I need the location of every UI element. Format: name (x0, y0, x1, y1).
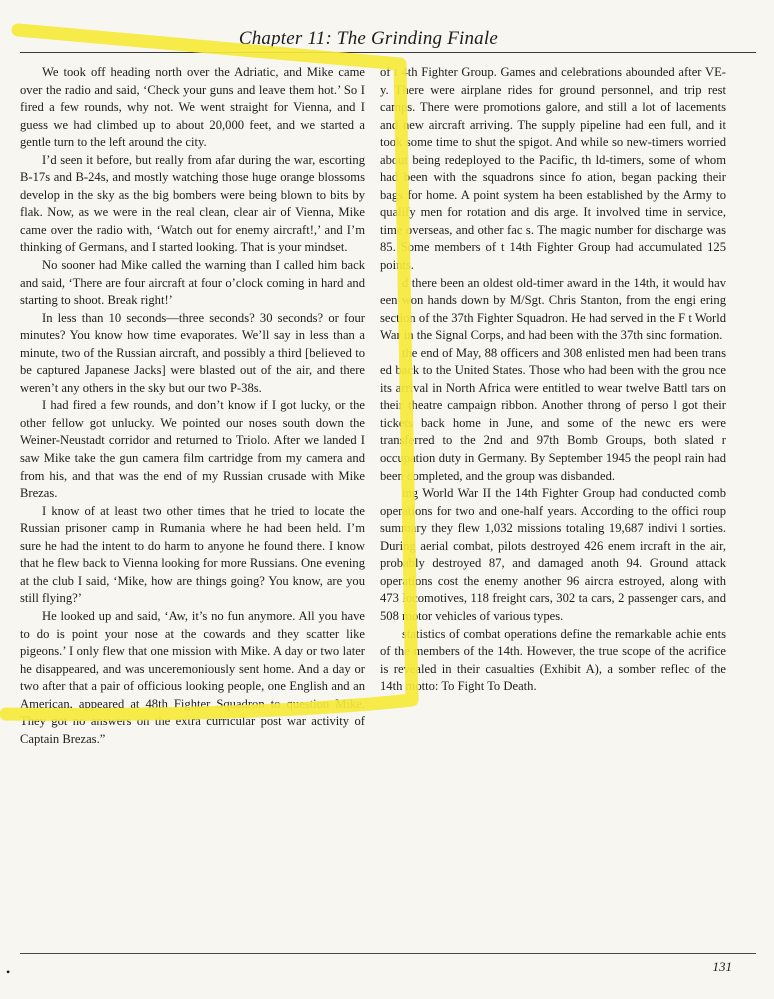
paragraph: I’d seen it before, but really from afar during the war, escorting B-17s and B-24s, and mostly watching those huge orange blossoms develop in the sky as the big bombers were being blown to bits by flak. Now, as we were in the real clean, clear air of Vienna, Mike came over the radio with, ‘Watch out for enemy aircraft!,’ and I’m thinking of Germans, and I started looking. That is your mindset. (20, 152, 365, 255)
left-column (20, 64, 365, 748)
corner-mark: • (6, 965, 11, 979)
page-number: 131 (712, 959, 732, 974)
right-column (380, 64, 726, 696)
paragraph: d there been an oldest old-timer award in the 14th, it would hav een won hands down by M/Sgt. Chris Stanton, from the engi ering section of the 37th Fighter Squadron. He had served in the F t World War in the Signal Corps, and had been with the 37th sinc formation. (380, 275, 726, 343)
paragraph: the end of May, 88 officers and 308 enlisted men had been trans ed back to the United States. Those who had been with the grou nce its arrival in North Africa were entitled to wear twelve Battl tars on their theatre campaign ribbon. Another throng of perso l got their tickets back home in June, and some of the newc ers were transferred to the 2nd and 97th Bomb Groups, both slated r occupation duty in Germany. By September 1945 the peopl rain had been completed, and the group was disbanded. (380, 345, 726, 483)
paragraph: of t 4th Fighter Group. Games and celebrations abounded after VE- y. There were airplane rides for ground personnel, and trip rest camps. There were promotions galore, and still a lot of lacements and new aircraft arriving. The supply pipeline had een full, and it took some time to shut the spigot. And while so new-timers worried about being redeployed to the Pacific, th ld-timers, some of whom had been with the squadrons since fo ation, began packing their bags for home. A point system ha been established by the Army to qualify men for rotation and dis arge. It involved time in service, time overseas, and other fac s. The magic number for discharge was 85. Some members of t 14th Fighter Group had accumulated 125 points. (380, 65, 726, 273)
header-rule (20, 52, 756, 53)
paragraph: We took off heading north over the Adriatic, and Mike came over the radio and said, ‘Check your guns and leave them hot.’ So I fired a few rounds, why not. We went straight for Vienna, and I guess we had climbed up to about 20,000 feet, and we started a gentle turn to the left around the city. (20, 65, 365, 150)
chapter-header: Chapter 11: The Grinding Finale (238, 28, 498, 49)
paragraph: He looked up and said, ‘Aw, it’s no fun anymore. All you have to do is point your nose at the cowards and they scatter like pigeons.’ I only flew that one mission with Mike. A day or two later he disappeared, and was unceremoniously sent home. And a day or two after that a pair of officious looking people, one English and an American, appeared at 48th Fighter Squadron to question Mike. They got no answers on the extra curricular post war activity of Captain Brezas.” (20, 608, 365, 746)
paragraph: In less than 10 seconds—three seconds? 30 seconds? or four minutes? You know how time evaporates. We’ll say in less than a minute, two of the Russian aircraft, and possibly a third [believed to be captured Japanese Jacks] were blasted out of the air, and there weren’t any others in the sky but our two P-38s. (20, 310, 365, 395)
paragraph: statistics of combat operations define the remarkable achie ents of the members of the 14th. However, the true scope of the acrifice is revealed in their casualties (Exhibit A), a somber reflec of the 14th motto: To Fight To Death. (380, 626, 726, 694)
paragraph: No sooner had Mike called the warning than I called him back and said, ‘There are four aircraft at four o’clock coming in hard and starting to shoot. Break right!’ (20, 258, 365, 308)
paragraph: I had fired a few rounds, and don’t know if I got lucky, or the other fellow got unlucky. We pointed our noses south down the Weiner-Neustadt corridor and returned to Triolo. After we landed I saw Mike take the gun camera film cartridge from my camera and from his, and that was the end of my Russian crusade with Mike Brezas. (20, 398, 365, 501)
paragraph: ing World War II the 14th Fighter Group had conducted comb operations for two and one-half years. According to the offici roup summary they flew 1,032 missions totaling 19,687 indivi l sorties. During aerial combat, pilots destroyed 426 enem ircraft in the air, probably destroyed 87, and damaged anoth 94. Ground attack operations cost the enemy another 96 aircra estroyed, along with 473 locomotives, 118 freight cars, 302 ta cars, 2 passenger cars, and 508 motor vehicles of various types. (380, 486, 726, 623)
footer-rule (20, 953, 756, 954)
paragraph: I know of at least two other times that he tried to locate the Russian prisoner camp in Rumania where he had been held. I’m sure he had the intent to do harm to anyone he found there. I know that he flew back to Vienna looking for more Russians. One evening at the club I said, ‘Mike, how are things going? You know, are you still flying?’ (20, 503, 365, 606)
